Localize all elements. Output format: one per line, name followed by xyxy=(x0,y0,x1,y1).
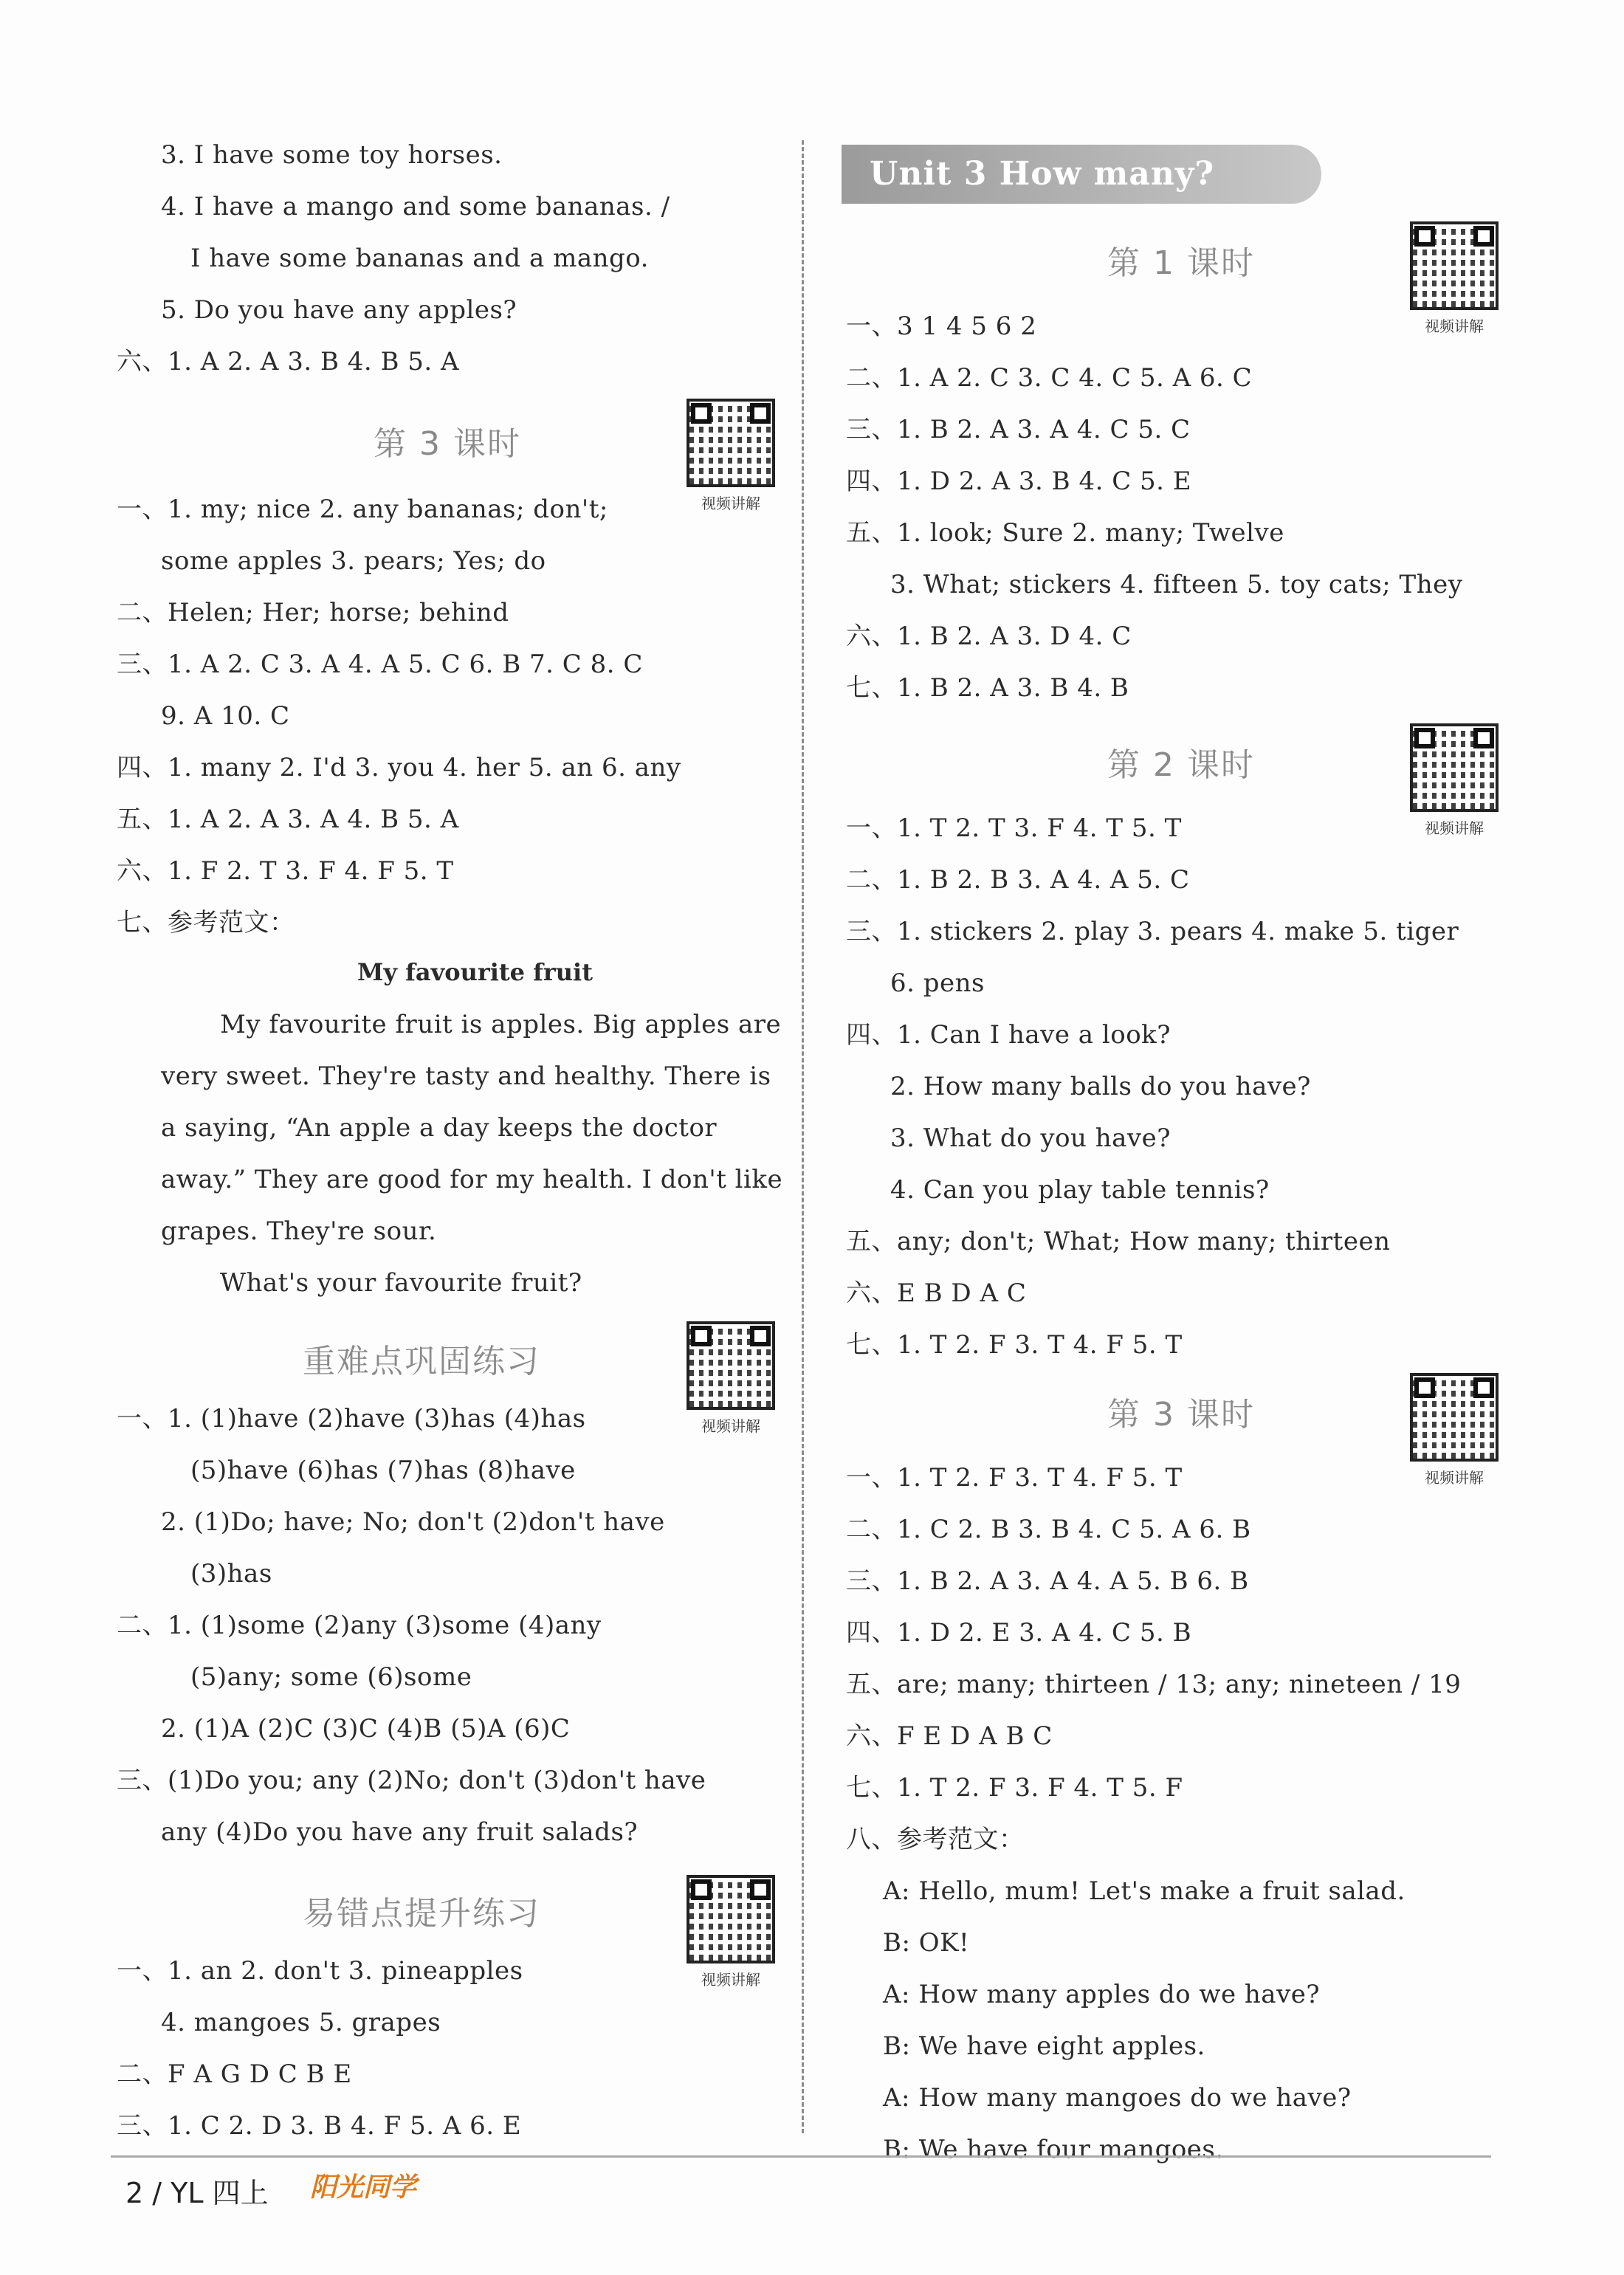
answer-line: 六、E B D A C xyxy=(846,1278,1027,1308)
brand-logo: 阳光同学 xyxy=(310,2172,417,2203)
dialog-line: B: We have four mangoes. xyxy=(883,2135,1224,2164)
answer-line: 2. (1)Do; have; No; don't (2)don't have xyxy=(161,1507,665,1537)
answer-line: (5)any; some (6)some xyxy=(190,1662,472,1692)
qr-icon xyxy=(1410,221,1499,310)
qr-icon xyxy=(687,1875,775,1963)
answer-line: 一、1. an 2. don't 3. pineapples xyxy=(117,1956,523,1986)
answer-line: 3. What do you have? xyxy=(890,1123,1171,1153)
answer-line: 二、Helen; Her; horse; behind xyxy=(117,598,509,627)
answer-line: 5. Do you have any apples? xyxy=(161,295,517,325)
answer-line: 六、F E D A B C xyxy=(846,1721,1053,1751)
dialog-line: A: Hello, mum! Let's make a fruit salad. xyxy=(883,1876,1405,1906)
answer-line: 三、1. B 2. A 3. A 4. A 5. B 6. B xyxy=(846,1566,1249,1596)
answer-line: 三、1. C 2. D 3. B 4. F 5. A 6. E xyxy=(117,2111,522,2141)
answer-line: 一、1. T 2. T 3. F 4. T 5. T xyxy=(846,813,1182,843)
answer-line: 三、(1)Do you; any (2)No; don't (3)don't have xyxy=(117,1766,706,1795)
qr-code[interactable] xyxy=(687,1321,775,1436)
section-title-lesson2: 第 2 课时 xyxy=(1107,746,1255,784)
essay-title: My favourite fruit xyxy=(357,958,593,986)
section-title-lesson1: 第 1 课时 xyxy=(1107,244,1255,282)
answer-line: 一、1. my; nice 2. any bananas; don't; xyxy=(117,495,608,524)
qr-label: 视频讲解 xyxy=(701,495,760,512)
qr-label: 视频讲解 xyxy=(1425,819,1484,837)
answer-line: 二、F A G D C B E xyxy=(117,2059,352,2089)
answer-line: 四、1. Can I have a look? xyxy=(846,1020,1171,1050)
answer-line: 四、1. D 2. E 3. A 4. C 5. B xyxy=(846,1618,1192,1648)
answer-line: 五、any; don't; What; How many; thirteen xyxy=(846,1227,1391,1256)
answer-line: 六、1. F 2. T 3. F 4. F 5. T xyxy=(117,856,454,886)
answer-line: 五、1. A 2. A 3. A 4. B 5. A xyxy=(117,805,459,834)
answer-line: 二、1. (1)some (2)any (3)some (4)any xyxy=(117,1611,602,1640)
answer-line: 6. pens xyxy=(890,968,985,998)
answer-line: 一、3 1 4 5 6 2 xyxy=(846,312,1037,341)
answer-line: 2. How many balls do you have? xyxy=(890,1072,1311,1101)
essay-line: very sweet. They're tasty and healthy. There is xyxy=(161,1061,771,1091)
answer-line: 七、1. B 2. A 3. B 4. B xyxy=(846,673,1129,703)
answer-line: 三、1. stickers 2. play 3. pears 4. make 5. tiger xyxy=(846,917,1459,946)
answer-line: 六、1. A 2. A 3. B 4. B 5. A xyxy=(117,347,460,376)
answer-line: 八、参考范文： xyxy=(846,1825,1025,1854)
qr-label: 视频讲解 xyxy=(1425,317,1484,335)
qr-icon xyxy=(1410,723,1499,812)
answer-line: I have some bananas and a mango. xyxy=(190,244,649,273)
essay-line: grapes. They're sour. xyxy=(161,1216,437,1246)
answer-line: (3)has xyxy=(190,1559,272,1589)
answer-line: 四、1. many 2. I'd 3. you 4. her 5. an 6. any xyxy=(117,753,681,782)
qr-icon xyxy=(687,1321,775,1410)
qr-code[interactable] xyxy=(1410,221,1499,336)
answer-line: 一、1. (1)have (2)have (3)has (4)has xyxy=(117,1404,586,1434)
essay-line: What's your favourite fruit? xyxy=(220,1268,582,1298)
qr-code[interactable] xyxy=(687,1875,775,1989)
section-title-errors: 易错点提升练习 xyxy=(303,1895,540,1932)
answer-line: 五、are; many; thirteen / 13; any; nineteen / 19 xyxy=(846,1670,1462,1699)
qr-label: 视频讲解 xyxy=(701,1971,760,1989)
dialog-line: A: How many mangoes do we have? xyxy=(883,2083,1352,2113)
qr-icon xyxy=(687,399,775,487)
answer-line: 4. mangoes 5. grapes xyxy=(161,2008,441,2037)
dialog-line: B: We have eight apples. xyxy=(883,2031,1205,2061)
section-title-key: 重难点巩固练习 xyxy=(303,1343,540,1380)
unit-banner: Unit 3 How many? xyxy=(842,145,1321,204)
qr-icon xyxy=(1410,1373,1499,1462)
answer-line: 七、1. T 2. F 3. F 4. T 5. F xyxy=(846,1773,1183,1803)
column-divider xyxy=(802,140,804,2133)
answer-line: (5)have (6)has (7)has (8)have xyxy=(190,1456,576,1485)
answer-line: 三、1. B 2. A 3. A 4. C 5. C xyxy=(846,415,1191,444)
answer-line: 9. A 10. C xyxy=(161,701,290,731)
answer-line: 六、1. B 2. A 3. D 4. C xyxy=(846,622,1132,651)
answer-line: 2. (1)A (2)C (3)C (4)B (5)A (6)C xyxy=(161,1714,571,1744)
section-title-lesson3: 第 3 课时 xyxy=(374,425,521,463)
dialog-line: B: OK! xyxy=(883,1928,970,1958)
page-number: 2 / YL 四上 xyxy=(125,2177,269,2209)
answer-line: 二、1. A 2. C 3. C 4. C 5. A 6. C xyxy=(846,363,1253,393)
section-title-lesson3-right: 第 3 课时 xyxy=(1107,1396,1255,1434)
qr-code[interactable] xyxy=(1410,723,1499,838)
answer-line: 七、参考范文： xyxy=(117,908,295,937)
qr-label: 视频讲解 xyxy=(1425,1469,1484,1487)
essay-line: My favourite fruit is apples. Big apples are xyxy=(220,1010,782,1039)
answer-line: 七、1. T 2. F 3. T 4. F 5. T xyxy=(846,1330,1183,1360)
essay-line: a saying, “An apple a day keeps the doctor xyxy=(161,1113,718,1143)
answer-line: 三、1. A 2. C 3. A 4. A 5. C 6. B 7. C 8. C xyxy=(117,650,643,679)
answer-line: any (4)Do you have any fruit salads? xyxy=(161,1817,639,1847)
answer-line: 一、1. T 2. F 3. T 4. F 5. T xyxy=(846,1463,1183,1493)
dialog-line: A: How many apples do we have? xyxy=(883,1980,1321,2009)
answer-line: 二、1. B 2. B 3. A 4. A 5. C xyxy=(846,865,1190,895)
answer-line: 4. I have a mango and some bananas. / xyxy=(161,192,670,221)
essay-line: away.” They are good for my health. I don't like xyxy=(161,1165,783,1194)
answer-line: 五、1. look; Sure 2. many; Twelve xyxy=(846,518,1284,548)
footer-rule xyxy=(111,2155,1491,2158)
qr-code[interactable] xyxy=(687,399,775,513)
answer-line: 3. I have some toy horses. xyxy=(161,140,503,170)
answer-line: 3. What; stickers 4. fifteen 5. toy cats; They xyxy=(890,570,1463,599)
qr-code[interactable] xyxy=(1410,1373,1499,1487)
answer-line: 4. Can you play table tennis? xyxy=(890,1175,1270,1205)
answer-line: some apples 3. pears; Yes; do xyxy=(161,546,546,576)
answer-line: 二、1. C 2. B 3. B 4. C 5. A 6. B xyxy=(846,1515,1251,1544)
qr-label: 视频讲解 xyxy=(701,1417,760,1435)
answer-line: 四、1. D 2. A 3. B 4. C 5. E xyxy=(846,467,1192,496)
